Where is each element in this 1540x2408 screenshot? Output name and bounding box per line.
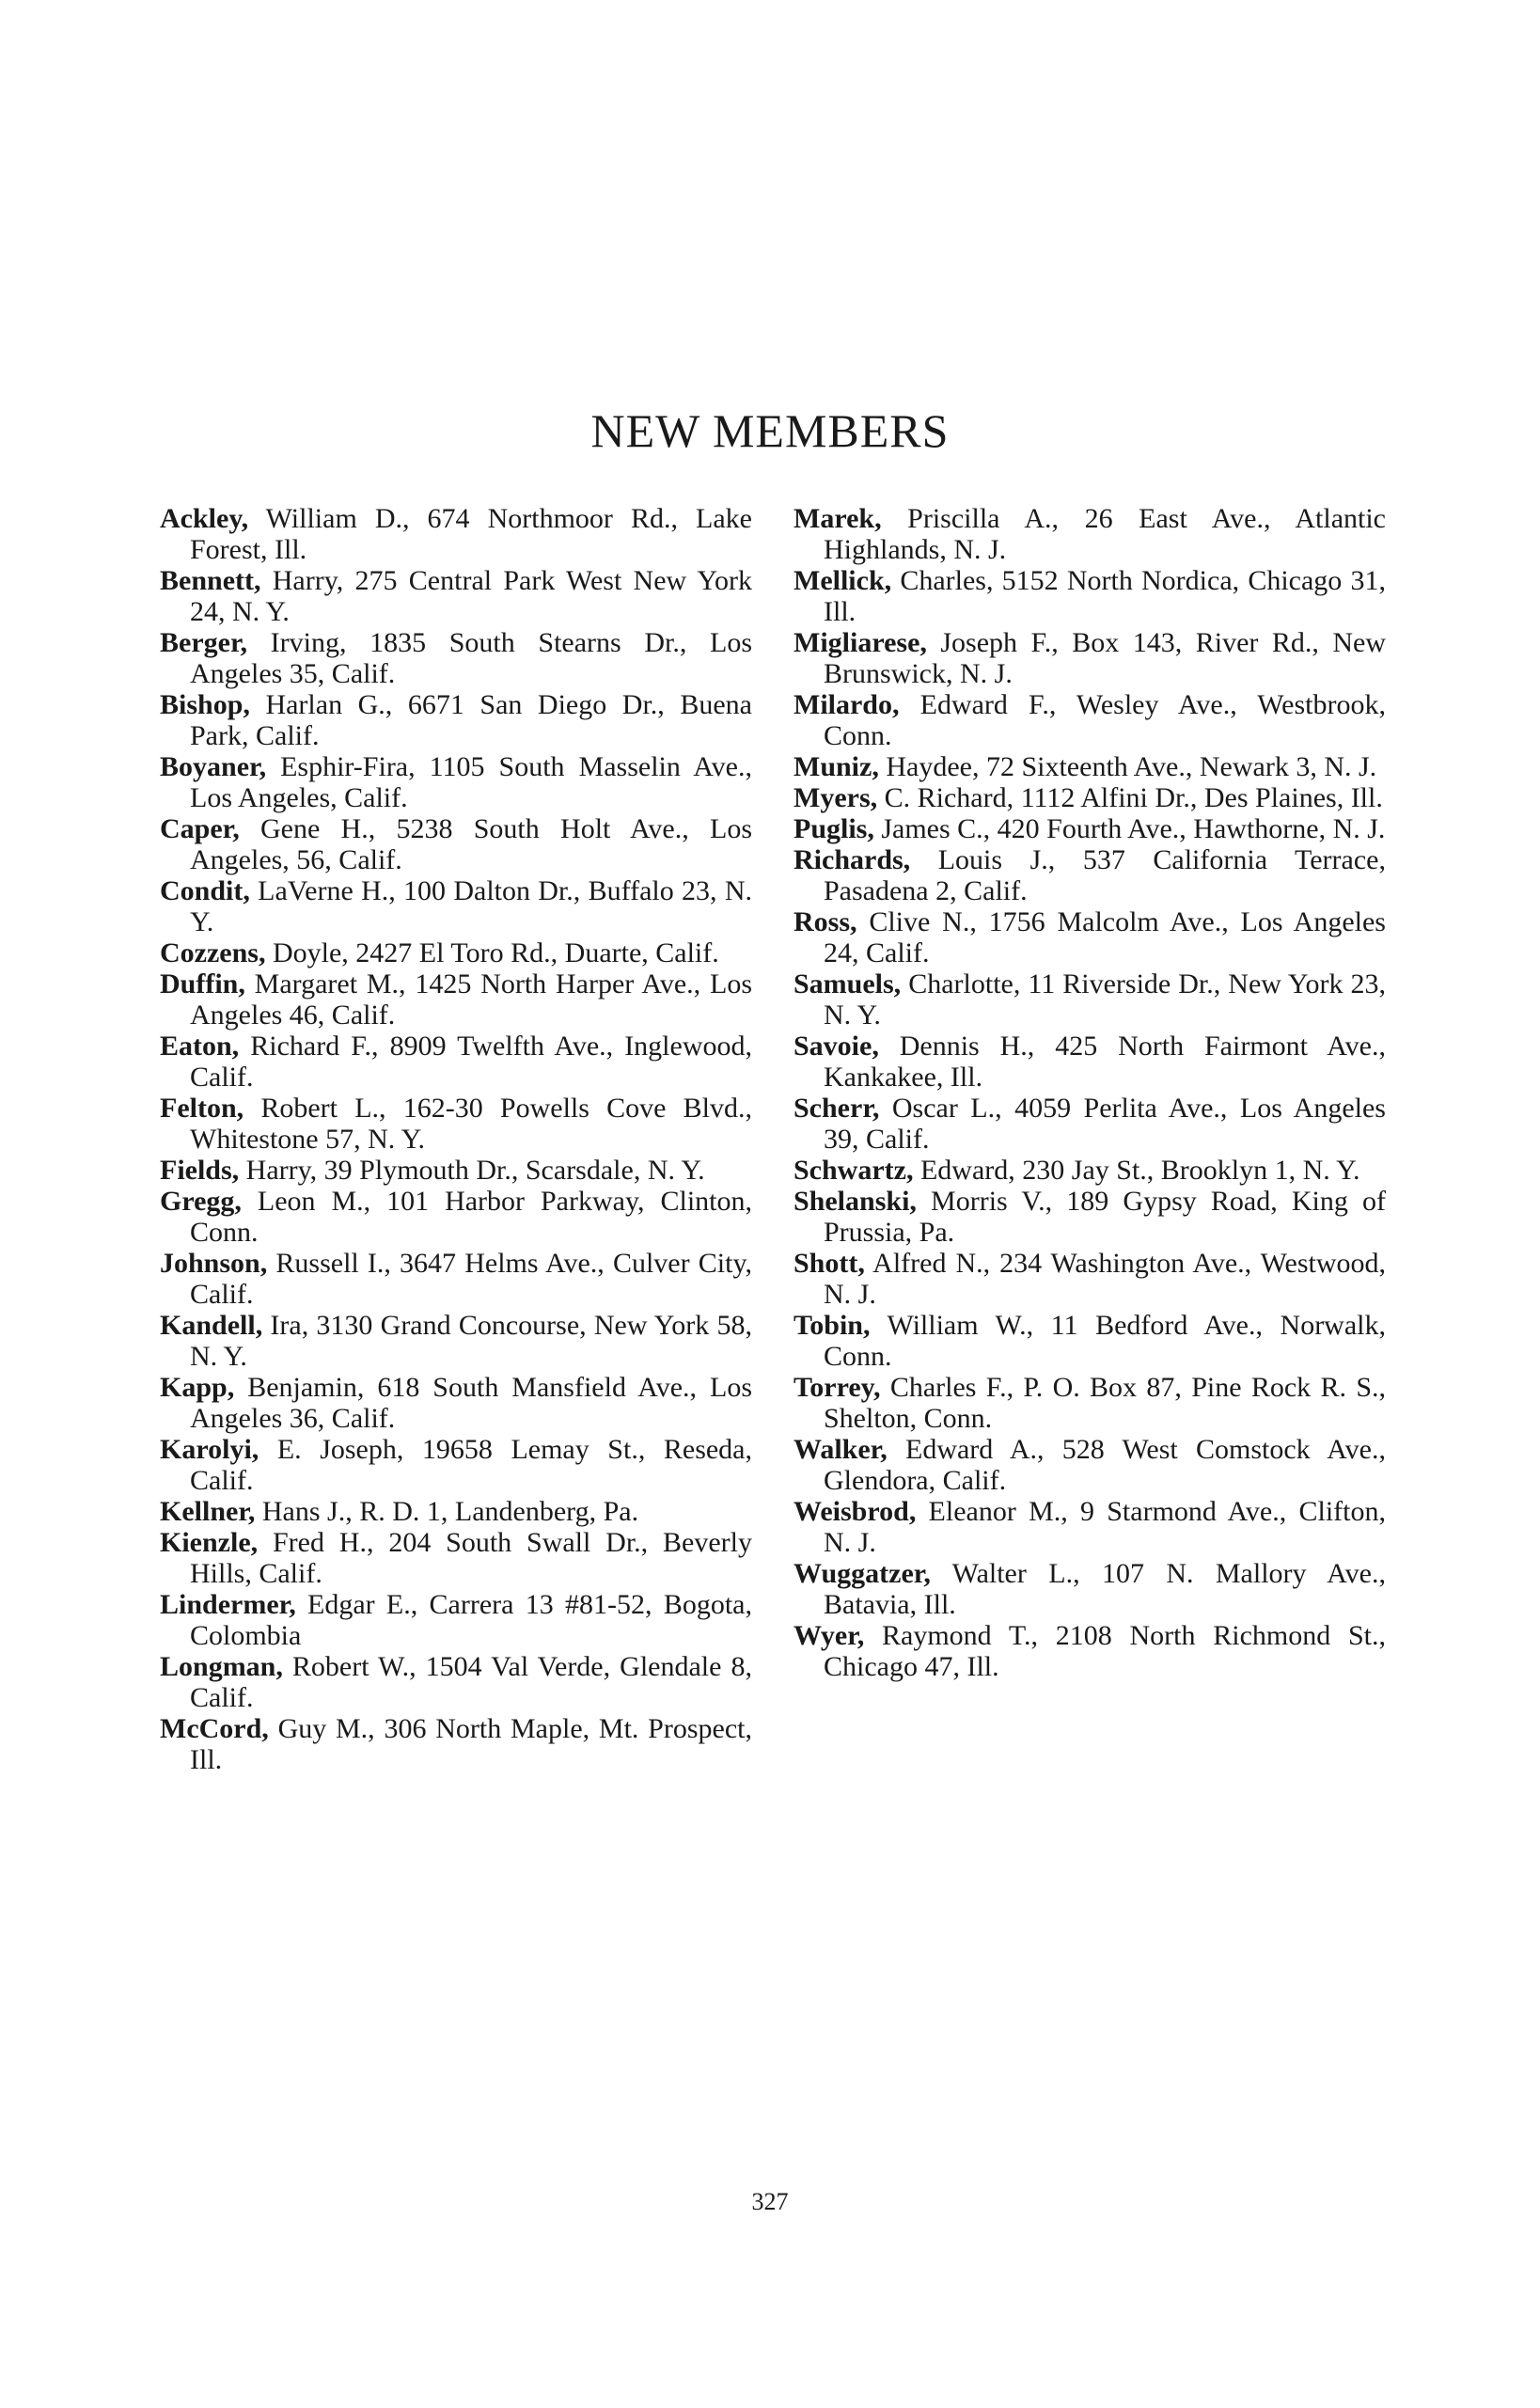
member-surname: Mellick, bbox=[794, 565, 892, 596]
member-entry bbox=[160, 968, 752, 1031]
member-surname: Lindermer, bbox=[160, 1589, 296, 1620]
member-surname: Duffin, bbox=[160, 968, 245, 999]
member-entry bbox=[160, 1310, 752, 1372]
member-entry bbox=[160, 1527, 752, 1589]
member-details: Harry, 39 Plymouth Dr., Scarsdale, N. Y. bbox=[239, 1155, 705, 1186]
member-details: Edgar E., Carrera 13 #81-52, Bogota, Colombia bbox=[190, 1589, 752, 1651]
member-details: Gene H., 5238 South Holt Ave., Los Angeles, 56, Calif. bbox=[190, 813, 752, 875]
member-entry bbox=[794, 689, 1386, 751]
member-entry bbox=[160, 503, 752, 565]
member-surname: Kapp, bbox=[160, 1372, 235, 1403]
member-entry bbox=[794, 1186, 1386, 1248]
member-surname: Walker, bbox=[794, 1434, 888, 1465]
member-surname: Myers, bbox=[794, 782, 878, 813]
member-surname: Kellner, bbox=[160, 1496, 256, 1527]
member-details: Edward F., Wesley Ave., Westbrook, Conn. bbox=[824, 689, 1386, 751]
member-entry bbox=[160, 1651, 752, 1713]
member-details: Haydee, 72 Sixteenth Ave., Newark 3, N. J. bbox=[878, 751, 1377, 782]
member-surname: Weisbrod, bbox=[794, 1496, 917, 1527]
member-details: Richard F., 8909 Twelfth Ave., Inglewood, Calif. bbox=[190, 1031, 752, 1093]
member-details: Margaret M., 1425 North Harper Ave., Los Angeles 46, Calif. bbox=[190, 968, 752, 1031]
member-details: Leon M., 101 Harbor Parkway, Clinton, Conn. bbox=[190, 1186, 752, 1248]
member-surname: Puglis, bbox=[794, 813, 874, 844]
member-surname: Karolyi, bbox=[160, 1434, 259, 1465]
member-details: James C., 420 Fourth Ave., Hawthorne, N. J. bbox=[873, 813, 1386, 844]
member-entry bbox=[160, 1093, 752, 1155]
member-entry bbox=[794, 844, 1386, 906]
member-details: Russell I., 3647 Helms Ave., Culver City, Calif. bbox=[190, 1248, 752, 1310]
member-details: LaVerne H., 100 Dalton Dr., Buffalo 23, N. Y. bbox=[190, 875, 752, 937]
member-details: Hans J., R. D. 1, Landenberg, Pa. bbox=[255, 1496, 639, 1527]
member-entry bbox=[794, 1310, 1386, 1372]
member-entry bbox=[794, 751, 1386, 782]
member-entry bbox=[794, 1372, 1386, 1434]
member-surname: Shott, bbox=[794, 1248, 865, 1279]
member-entry bbox=[794, 1248, 1386, 1310]
member-surname: Bennett, bbox=[160, 565, 261, 596]
member-details: E. Joseph, 19658 Lemay St., Reseda, Calif. bbox=[190, 1434, 752, 1496]
member-surname: Milardo, bbox=[794, 689, 900, 720]
member-details: Raymond T., 2108 North Richmond St., Chicago 47, Ill. bbox=[824, 1620, 1386, 1682]
member-details: Harlan G., 6671 San Diego Dr., Buena Park, Calif. bbox=[190, 689, 752, 751]
member-entry bbox=[160, 627, 752, 689]
member-surname: Ross, bbox=[794, 906, 857, 937]
member-surname: Tobin, bbox=[794, 1310, 871, 1341]
member-entry bbox=[794, 1558, 1386, 1620]
member-surname: McCord, bbox=[160, 1713, 269, 1744]
member-entry bbox=[160, 1589, 752, 1651]
member-details: Alfred N., 234 Washington Ave., Westwood, N. J. bbox=[824, 1248, 1386, 1310]
member-details: Joseph F., Box 143, River Rd., New Brunswick, N. J. bbox=[824, 627, 1386, 689]
member-entry bbox=[160, 565, 752, 627]
member-entry bbox=[794, 627, 1386, 689]
member-details: Dennis H., 425 North Fairmont Ave., Kankakee, Ill. bbox=[824, 1031, 1386, 1093]
member-entry bbox=[160, 1155, 752, 1186]
member-surname: Wyer, bbox=[794, 1620, 865, 1651]
member-entry bbox=[794, 1093, 1386, 1155]
page-title: NEW MEMBERS bbox=[590, 404, 950, 457]
member-surname: Condit, bbox=[160, 875, 250, 906]
member-surname: Shelanski, bbox=[794, 1186, 917, 1217]
member-entry bbox=[160, 1372, 752, 1434]
member-surname: Marek, bbox=[794, 503, 882, 534]
member-entry bbox=[794, 968, 1386, 1031]
member-entry bbox=[794, 1434, 1386, 1496]
member-surname: Wuggatzer, bbox=[794, 1558, 931, 1589]
member-entry bbox=[160, 1434, 752, 1496]
member-details: Harry, 275 Central Park West New York 24, N. Y. bbox=[190, 565, 752, 627]
member-surname: Scherr, bbox=[794, 1093, 880, 1124]
member-details: Morris V., 189 Gypsy Road, King of Prussia, Pa. bbox=[824, 1186, 1386, 1248]
member-details: Robert W., 1504 Val Verde, Glendale 8, Calif. bbox=[190, 1651, 752, 1713]
member-surname: Longman, bbox=[160, 1651, 283, 1682]
member-surname: Boyaner, bbox=[160, 751, 267, 782]
member-surname: Samuels, bbox=[794, 968, 902, 999]
member-entry bbox=[160, 1713, 752, 1775]
member-surname: Gregg, bbox=[160, 1186, 242, 1217]
member-entry bbox=[794, 1620, 1386, 1682]
member-surname: Felton, bbox=[160, 1093, 244, 1124]
member-details: Irving, 1835 South Stearns Dr., Los Angeles 35, Calif. bbox=[190, 627, 752, 689]
member-details: William D., 674 Northmoor Rd., Lake Forest, Ill. bbox=[190, 503, 752, 565]
member-surname: Cozzens, bbox=[160, 937, 266, 968]
member-entry bbox=[160, 937, 752, 968]
member-surname: Caper, bbox=[160, 813, 240, 844]
member-entry bbox=[794, 782, 1386, 813]
member-entry bbox=[160, 689, 752, 751]
member-details: Priscilla A., 26 East Ave., Atlantic Highlands, N. J. bbox=[824, 503, 1386, 565]
member-details: Edward A., 528 West Comstock Ave., Glendora, Calif. bbox=[824, 1434, 1386, 1496]
member-entry bbox=[794, 1155, 1386, 1186]
member-surname: Ackley, bbox=[160, 503, 249, 534]
right-column bbox=[794, 503, 1386, 1682]
member-entry bbox=[160, 813, 752, 875]
member-details: Charles, 5152 North Nordica, Chicago 31, Ill. bbox=[824, 565, 1386, 627]
member-surname: Schwartz, bbox=[794, 1155, 914, 1186]
member-surname: Kandell, bbox=[160, 1310, 263, 1341]
page-number: 327 bbox=[751, 2188, 789, 2215]
member-details: Edward, 230 Jay St., Brooklyn 1, N. Y. bbox=[913, 1155, 1360, 1186]
member-entry bbox=[794, 813, 1386, 844]
member-entry bbox=[160, 1186, 752, 1248]
member-entry bbox=[160, 1248, 752, 1310]
left-column bbox=[160, 503, 752, 1775]
member-surname: Eaton, bbox=[160, 1031, 240, 1062]
member-surname: Fields, bbox=[160, 1155, 240, 1186]
member-entry bbox=[160, 875, 752, 937]
member-surname: Migliarese, bbox=[794, 627, 927, 658]
member-entry bbox=[160, 751, 752, 813]
member-details: Clive N., 1756 Malcolm Ave., Los Angeles 24, Calif. bbox=[824, 906, 1386, 968]
member-surname: Richards, bbox=[794, 844, 911, 875]
member-surname: Torrey, bbox=[794, 1372, 881, 1403]
member-details: Louis J., 537 California Terrace, Pasadena 2, Calif. bbox=[824, 844, 1386, 906]
member-surname: Bishop, bbox=[160, 689, 250, 720]
member-entry bbox=[794, 1031, 1386, 1093]
member-details: Ira, 3130 Grand Concourse, New York 58, N. Y. bbox=[190, 1310, 752, 1372]
member-details: Eleanor M., 9 Starmond Ave., Clifton, N. J. bbox=[824, 1496, 1386, 1558]
member-surname: Savoie, bbox=[794, 1031, 879, 1062]
member-details: Charlotte, 11 Riverside Dr., New York 23, N. Y. bbox=[824, 968, 1386, 1031]
member-details: Oscar L., 4059 Perlita Ave., Los Angeles 39, Calif. bbox=[824, 1093, 1386, 1155]
member-details: Walter L., 107 N. Mallory Ave., Batavia, Ill. bbox=[824, 1558, 1386, 1620]
member-entry bbox=[794, 565, 1386, 627]
member-details: Charles F., P. O. Box 87, Pine Rock R. S., Shelton, Conn. bbox=[824, 1372, 1386, 1434]
member-details: Doyle, 2427 El Toro Rd., Duarte, Calif. bbox=[265, 937, 719, 968]
member-surname: Muniz, bbox=[794, 751, 879, 782]
member-entry bbox=[794, 906, 1386, 968]
member-details: Benjamin, 618 South Mansfield Ave., Los Angeles 36, Calif. bbox=[190, 1372, 752, 1434]
member-surname: Berger, bbox=[160, 627, 248, 658]
member-entry bbox=[160, 1031, 752, 1093]
member-details: Fred H., 204 South Swall Dr., Beverly Hills, Calif. bbox=[190, 1527, 752, 1589]
member-entry bbox=[794, 503, 1386, 565]
member-surname: Kienzle, bbox=[160, 1527, 259, 1558]
member-entry bbox=[794, 1496, 1386, 1558]
member-details: C. Richard, 1112 Alfini Dr., Des Plaines, Ill. bbox=[877, 782, 1383, 813]
member-entry bbox=[160, 1496, 752, 1527]
member-details: Esphir-Fira, 1105 South Masselin Ave., Los Angeles, Calif. bbox=[190, 751, 752, 813]
member-details: Guy M., 306 North Maple, Mt. Prospect, Ill. bbox=[190, 1713, 752, 1775]
member-details: William W., 11 Bedford Ave., Norwalk, Conn. bbox=[824, 1310, 1386, 1372]
member-details: Robert L., 162-30 Powells Cove Blvd., Whitestone 57, N. Y. bbox=[190, 1093, 752, 1155]
member-surname: Johnson, bbox=[160, 1248, 268, 1279]
